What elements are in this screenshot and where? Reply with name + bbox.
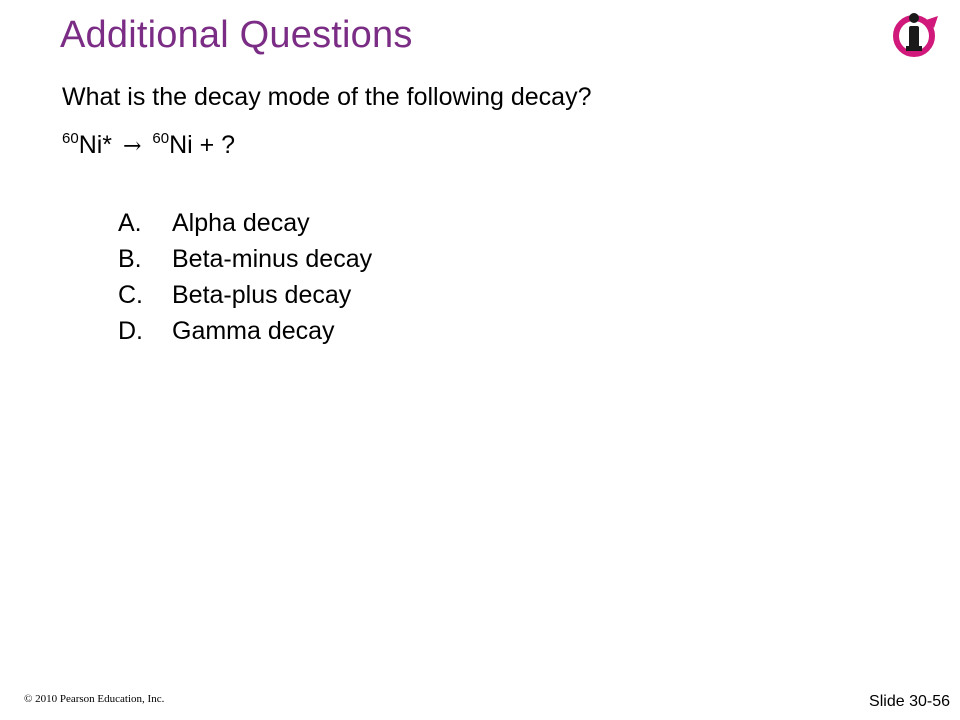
arrow-icon: → — [122, 134, 142, 159]
question-text: What is the decay mode of the following decay? — [62, 83, 592, 111]
slide-number: Slide 30-56 — [869, 693, 950, 710]
option-letter: D. — [118, 317, 143, 345]
info-i-icon — [892, 8, 940, 60]
answer-options — [118, 205, 372, 349]
copyright-notice: © 2010 Pearson Education, Inc. — [24, 693, 165, 705]
answer-option-a[interactable] — [118, 205, 372, 241]
answer-option-c[interactable] — [118, 277, 372, 313]
option-text: Alpha decay — [172, 209, 310, 237]
option-text: Gamma decay — [172, 317, 335, 345]
option-letter: A. — [118, 209, 142, 237]
option-letter: C. — [118, 281, 143, 309]
lhs-symbol: Ni* — [78, 131, 113, 159]
option-text: Beta-minus decay — [172, 245, 373, 273]
answer-option-d[interactable] — [118, 313, 372, 349]
answer-option-b[interactable] — [118, 241, 372, 277]
decay-equation — [62, 131, 235, 160]
rhs-symbol: Ni + ? — [169, 131, 236, 159]
option-text: Beta-plus decay — [172, 281, 352, 309]
lhs-mass-number: 60 — [62, 130, 79, 147]
slide-title: Additional Questions — [60, 14, 413, 56]
option-letter: B. — [118, 245, 142, 273]
rhs-mass-number: 60 — [152, 130, 170, 147]
